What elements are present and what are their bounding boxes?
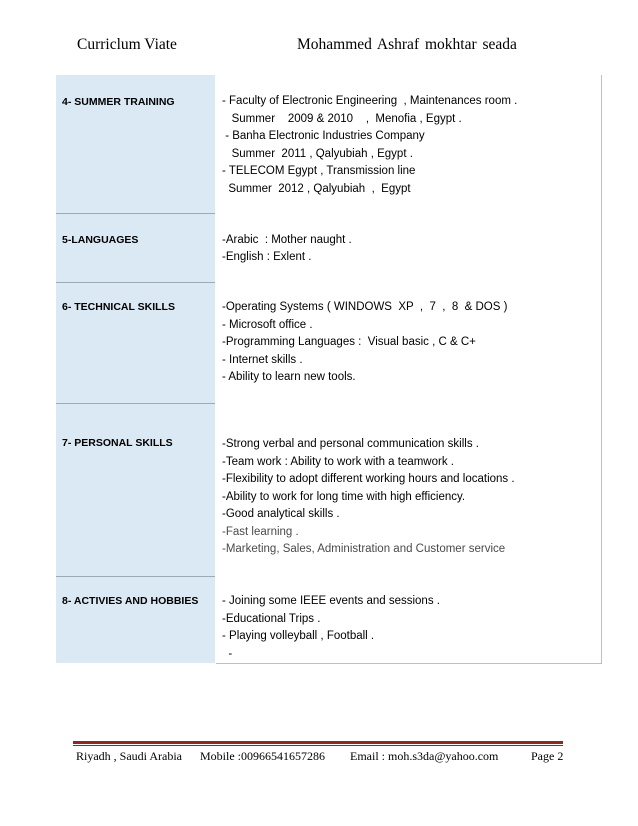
page-footer (0, 749, 638, 769)
cv-table (56, 75, 601, 663)
section-line: -Programming Languages : Visual basic , C & C+ (222, 336, 476, 348)
section-line: -Operating Systems ( WINDOWS XP , 7 , 8 & DOS ) (222, 301, 508, 313)
row-divider (56, 282, 215, 283)
section-line: - Internet skills . (222, 354, 303, 366)
section-line: - Banha Electronic Industries Company (222, 130, 425, 142)
footer-email: Email : moh.s3da@yahoo.com (350, 749, 499, 763)
section-line: - Microsoft office . (222, 319, 313, 331)
row-divider (56, 213, 215, 214)
header-name: Mohammed Ashraf mokhtar seada (297, 36, 517, 53)
section-line: Summer 2011 , Qalyubiah , Egypt . (222, 148, 413, 160)
section-line: -Marketing, Sales, Administration and Customer service (222, 543, 506, 555)
section-line: - Joining some IEEE events and sessions . (222, 595, 440, 607)
content-column (216, 75, 602, 664)
section-line: -Team work : Ability to work with a teamwork . (222, 456, 454, 468)
page-header (0, 36, 638, 60)
section-label-summer-training: 4- SUMMER TRAINING (62, 96, 175, 108)
section-line: - (222, 648, 233, 660)
section-line: -Educational Trips . (222, 613, 321, 625)
section-label-languages: 5-LANGUAGES (62, 234, 139, 246)
row-divider (56, 403, 215, 404)
section-line: - Playing volleyball , Football . (222, 630, 375, 642)
footer-rule-thin (73, 745, 563, 746)
section-line: - Ability to learn new tools. (222, 371, 356, 383)
section-line: -Strong verbal and personal communication skills . (222, 438, 479, 450)
section-line: -Fast learning . (222, 526, 299, 538)
section-line: -Arabic : Mother naught . (222, 234, 352, 246)
section-line: -Flexibility to adopt different working hours and locations . (222, 473, 515, 485)
header-title: Curriclum Viate (77, 36, 177, 53)
section-line: - Faculty of Electronic Engineering , Maintenances room . (222, 95, 518, 107)
section-line: Summer 2009 & 2010 , Menofia , Egypt . (222, 113, 462, 125)
footer-mobile: Mobile :00966541657286 (200, 749, 325, 763)
section-line: -Good analytical skills . (222, 508, 340, 520)
section-label-personal-skills: 7- PERSONAL SKILLS (62, 437, 173, 449)
footer-rule (73, 741, 563, 744)
section-line: -English : Exlent . (222, 251, 312, 263)
section-line: -Ability to work for long time with high efficiency. (222, 491, 466, 503)
section-line: - TELECOM Egypt , Transmission line (222, 165, 416, 177)
footer-page-number: Page 2 (531, 749, 564, 763)
section-line: Summer 2012 , Qalyubiah , Egypt (222, 183, 411, 195)
footer-location: Riyadh , Saudi Arabia (76, 749, 182, 763)
row-divider (56, 576, 215, 577)
label-column (56, 75, 215, 663)
section-label-technical-skills: 6- TECHNICAL SKILLS (62, 301, 175, 313)
section-label-activities-hobbies: 8- ACTIVIES AND HOBBIES (62, 595, 199, 607)
